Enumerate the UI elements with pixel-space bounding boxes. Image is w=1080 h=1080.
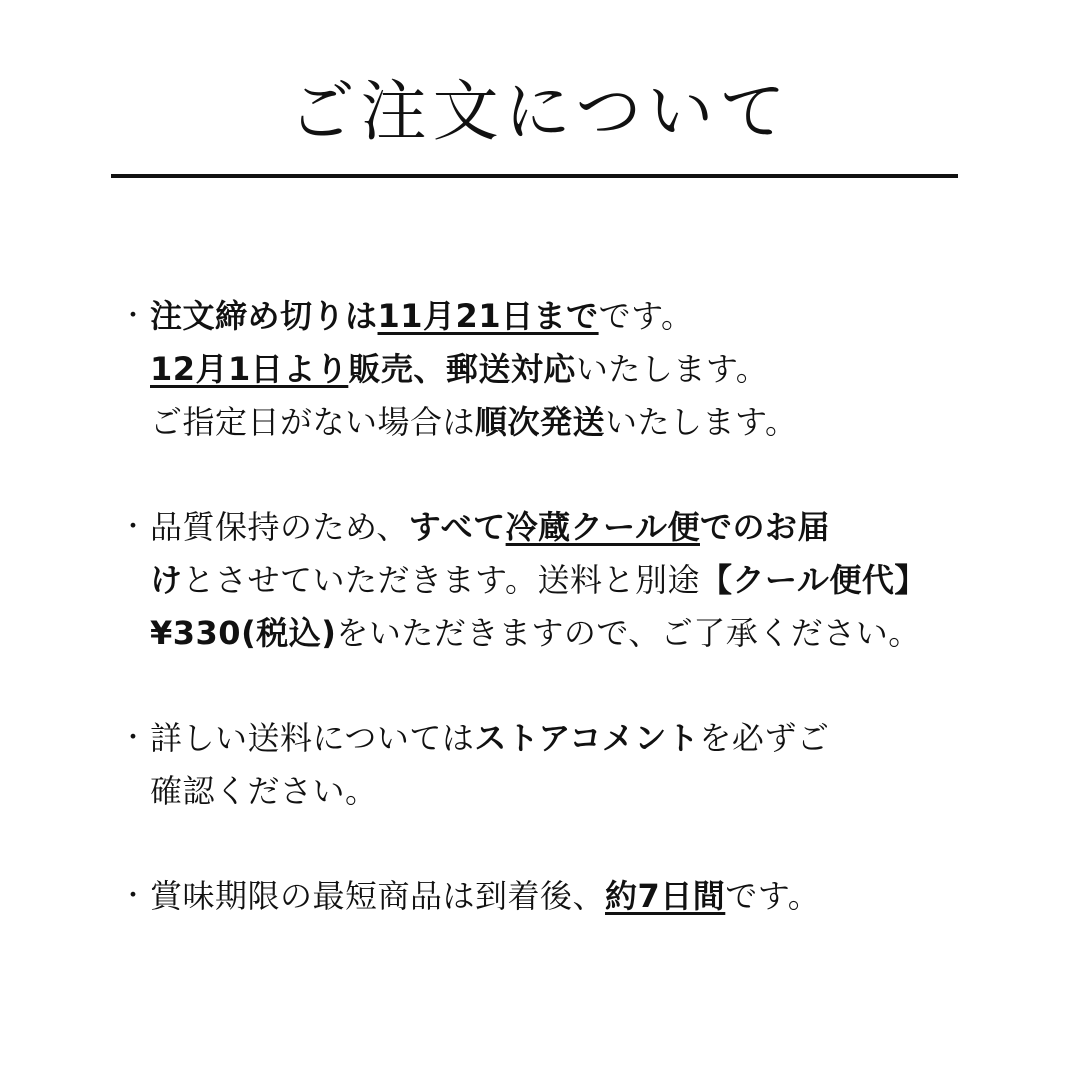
notice-item	[110, 501, 1070, 660]
bullet-marker: ・	[120, 881, 147, 911]
notice-line	[150, 607, 1070, 660]
notice-line	[150, 870, 1070, 923]
emphasis-text: 【クール便代】	[699, 561, 927, 599]
body-text: を必ずご	[699, 719, 830, 757]
emphasis-underlined-text: 12月1日より	[150, 350, 349, 388]
notice-list	[110, 290, 1070, 975]
body-text: いたします。	[605, 403, 798, 441]
body-text: 詳しい送料については	[150, 719, 475, 757]
body-text: 品質保持のため、	[150, 508, 409, 546]
emphasis-underlined-text: 冷蔵クール便	[505, 508, 700, 546]
notice-line	[150, 343, 1070, 396]
body-text: 確認ください。	[150, 772, 378, 810]
notice-line	[150, 501, 1070, 554]
body-text: をいただきますので、ご了承ください。	[336, 614, 921, 652]
emphasis-underlined-text: 約7日間	[605, 877, 726, 915]
title-divider	[111, 174, 958, 178]
body-text: 賞味期限の最短商品は到着後、	[150, 877, 606, 915]
emphasis-underlined-text: 11月21日まで	[377, 297, 599, 335]
notice-item	[110, 870, 1070, 923]
body-text: いたします。	[575, 350, 769, 388]
emphasis-text: 順次発送	[475, 403, 606, 441]
notice-item	[110, 290, 1070, 449]
emphasis-text: ストアコメント	[474, 719, 700, 757]
emphasis-text: ¥330(税込)	[150, 614, 337, 652]
body-text: ご指定日がない場合は	[150, 403, 476, 441]
body-text: です。	[598, 297, 694, 335]
notice-item	[110, 712, 1070, 818]
body-text: です。	[725, 877, 821, 915]
notice-line	[150, 290, 1070, 343]
emphasis-text: 販売、郵送対応	[348, 350, 576, 388]
notice-line	[150, 396, 1070, 449]
notice-line	[150, 554, 1070, 607]
bullet-marker: ・	[120, 301, 147, 331]
emphasis-text: でのお届	[699, 508, 830, 546]
emphasis-text: 注文締め切りは	[150, 297, 378, 335]
bullet-marker: ・	[120, 723, 147, 753]
notice-line	[150, 765, 1070, 818]
bullet-marker: ・	[120, 512, 147, 542]
body-text: とさせていただきます。送料と別途	[182, 561, 700, 599]
notice-line	[150, 712, 1070, 765]
emphasis-text: すべて	[408, 508, 506, 546]
emphasis-text: け	[150, 561, 183, 599]
page-title: ご注文について	[288, 73, 792, 150]
